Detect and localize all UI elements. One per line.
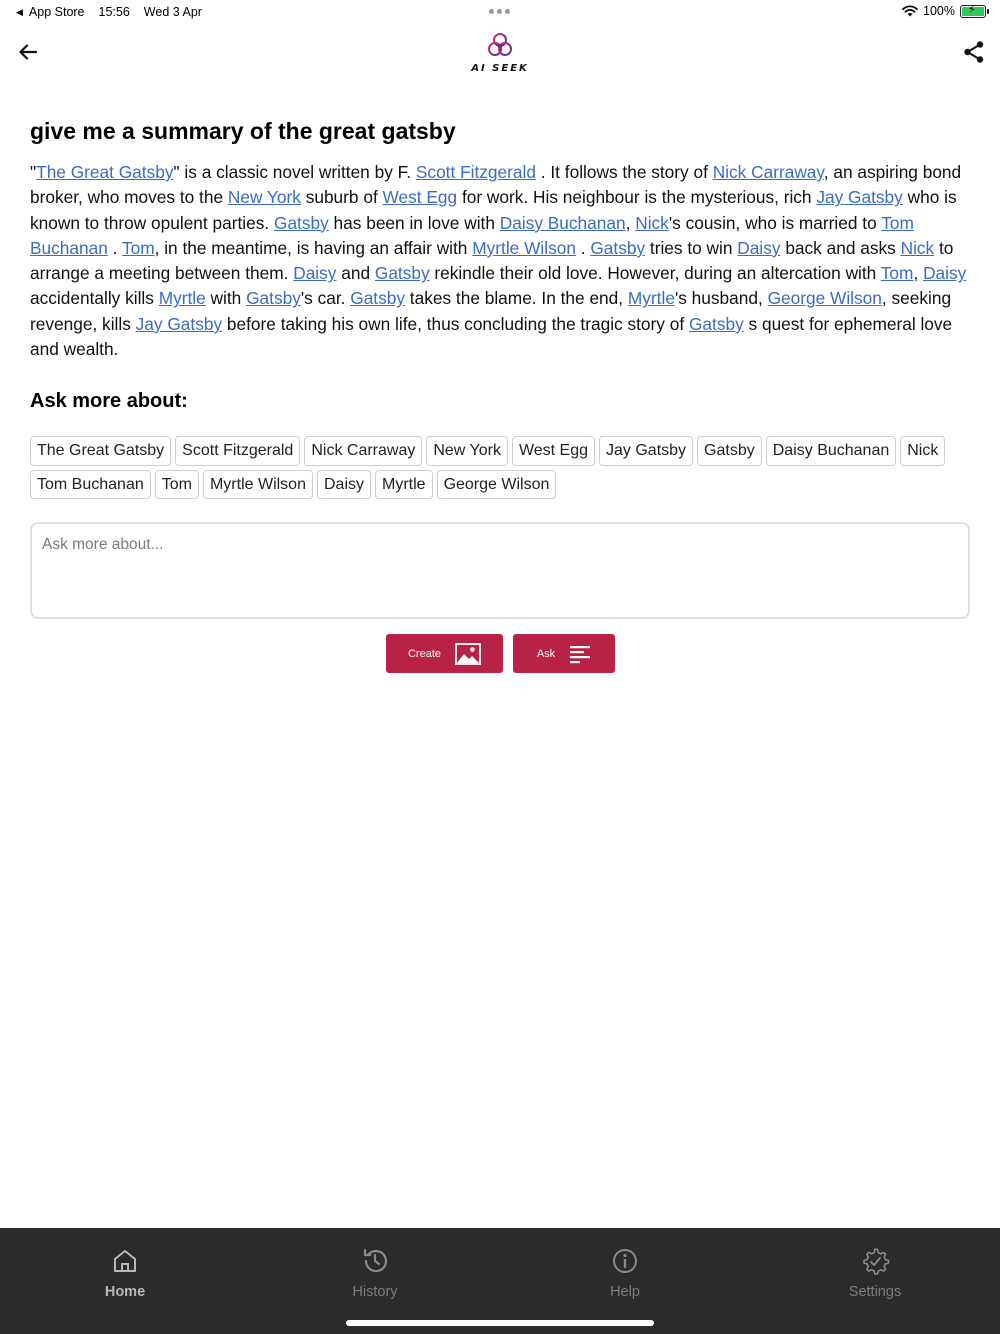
ask-button[interactable] [513,634,615,673]
status-left [16,5,202,19]
topic-chip[interactable]: Nick Carraway [304,436,422,466]
entity-link[interactable]: Jay Gatsby [135,313,223,334]
topic-chip[interactable]: Nick [900,436,945,466]
status-time: 15:56 [98,5,130,19]
wifi-icon [902,5,918,17]
text-lines-icon [569,644,591,664]
answer-segment: accidentally kills [30,288,159,309]
topic-chip[interactable]: Jay Gatsby [599,436,693,466]
answer-segment: , an aspiring bond broker, who moves to the [30,162,962,208]
entity-link[interactable]: Nick Carraway [712,162,824,182]
tab-settings[interactable] [750,1228,1000,1328]
topic-chip[interactable]: Tom [155,470,199,500]
multitasking-dots-icon[interactable] [489,9,510,14]
answer-segment: suburb of [300,187,383,208]
answer-segment: , [625,212,636,233]
entity-link[interactable]: New York [227,187,301,208]
history-icon [360,1246,390,1276]
home-indicator [346,1320,654,1326]
app-logo [460,30,540,76]
entity-link[interactable]: Daisy [923,263,967,284]
topic-chip[interactable]: New York [426,436,508,466]
entity-link[interactable]: Gatsby [374,263,430,284]
answer-segment: and [336,263,375,284]
answer-segment: before taking his own life, thus concluding the tragic story of [222,313,689,334]
entity-link[interactable]: Tom Buchanan [30,212,914,258]
entity-link[interactable]: Gatsby [590,237,646,258]
info-icon [610,1246,640,1276]
home-icon [110,1246,140,1276]
tab-home[interactable] [0,1228,250,1328]
create-image-button[interactable] [386,634,503,673]
topic-chip[interactable]: Gatsby [697,436,762,466]
entity-link[interactable]: Gatsby [688,313,744,334]
bottom-tab-bar [0,1228,1000,1334]
topic-chip[interactable]: The Great Gatsby [30,436,171,466]
ask-more-input[interactable] [30,522,970,619]
ask-label: Ask [536,647,556,660]
answer-segment: 's car. [300,288,351,309]
answer-segment: takes the blame. In the end, [405,288,628,309]
entity-link[interactable]: Jay Gatsby [816,187,903,208]
gear-icon [860,1246,890,1276]
logo-knot-icon [485,30,515,60]
answer-segment: tries to win [645,237,738,258]
entity-link[interactable]: Scott Fitzgerald [415,162,536,182]
topic-chip[interactable]: Scott Fitzgerald [175,436,300,466]
answer-segment: back and asks [780,237,901,258]
topic-chip[interactable]: Myrtle [375,470,433,500]
answer-segment: , [913,263,924,284]
answer-segment: . [575,237,591,258]
tab-help-label: Help [610,1284,640,1300]
status-bar [0,0,1000,24]
entity-link[interactable]: Myrtle Wilson [472,237,576,258]
back-to-app-icon[interactable]: ◀ [16,6,23,17]
tab-settings-label: Settings [848,1284,902,1300]
answer-segment: , seeking revenge, kills [30,288,952,334]
entity-link[interactable]: Tom [880,263,914,284]
create-label: Create [407,647,442,660]
answer-segment: to arrange a meeting between them. [30,237,954,284]
answer-segment: 's husband, [674,288,768,309]
answer-segment: who is known to throw opulent parties. [30,187,957,233]
battery-percent: 100% [923,4,955,18]
topic-chip[interactable]: Daisy [317,470,371,500]
answer-segment: with [205,288,247,309]
topic-chip[interactable]: Tom Buchanan [30,470,151,500]
logo-text: AI SEEK [471,63,529,74]
entity-link[interactable]: George Wilson [767,288,882,309]
tab-home-label: Home [104,1284,146,1300]
answer-text [30,160,970,362]
entity-link[interactable]: The Great Gatsby [36,162,174,182]
topic-chips [30,436,960,499]
query-title: give me a summary of the great gatsby [30,118,456,144]
share-button[interactable] [960,38,988,66]
topic-chip[interactable]: George Wilson [437,470,557,500]
back-button[interactable] [14,38,42,66]
answer-segment: " [30,162,37,182]
answer-segment: s quest for ephemeral love and wealth. [30,313,953,360]
answer-segment: . It follows the story of [535,162,713,182]
entity-link[interactable]: Daisy Buchanan [499,212,626,233]
entity-link[interactable]: Tom [121,237,155,258]
share-icon [960,38,988,66]
topic-chip[interactable]: Daisy Buchanan [766,436,897,466]
ask-more-title: Ask more about: [30,390,188,413]
answer-segment: . [107,237,122,258]
topic-chip[interactable]: Myrtle Wilson [203,470,313,500]
entity-link[interactable]: West Egg [382,187,458,208]
tab-help[interactable] [500,1228,750,1328]
answer-segment: " is a classic novel written by F. [173,162,416,182]
entity-link[interactable]: Daisy [737,237,781,258]
answer-segment: rekindle their old love. However, during an altercation with [429,263,881,284]
answer-segment: for work. His neighbour is the mysterious, rich [457,187,817,208]
tab-history[interactable] [250,1228,500,1328]
entity-link[interactable]: Myrtle [158,288,206,309]
tab-history-label: History [352,1284,398,1300]
back-app-label[interactable]: App Store [28,5,85,19]
battery-icon: ⚡ [960,5,986,18]
action-buttons [386,634,615,673]
entity-link[interactable]: Myrtle [627,288,675,309]
arrow-left-icon [14,38,42,66]
status-date: Wed 3 Apr [143,5,202,19]
answer-segment: , in the meantime, is having an affair with [154,237,473,258]
entity-link[interactable]: Gatsby [246,288,301,309]
main-content [30,114,970,619]
topic-chip[interactable]: West Egg [512,436,595,466]
app-header [0,26,1000,82]
entity-link[interactable]: Gatsby [274,212,329,233]
status-right [902,4,986,18]
image-icon [455,643,481,665]
entity-link[interactable]: Gatsby [350,288,405,309]
answer-segment: 's cousin, who is married to [668,212,882,233]
entity-link[interactable]: Daisy [293,263,337,284]
answer-segment: has been in love with [328,212,500,233]
entity-link[interactable]: Nick [635,212,669,233]
entity-link[interactable]: Nick [900,237,935,258]
